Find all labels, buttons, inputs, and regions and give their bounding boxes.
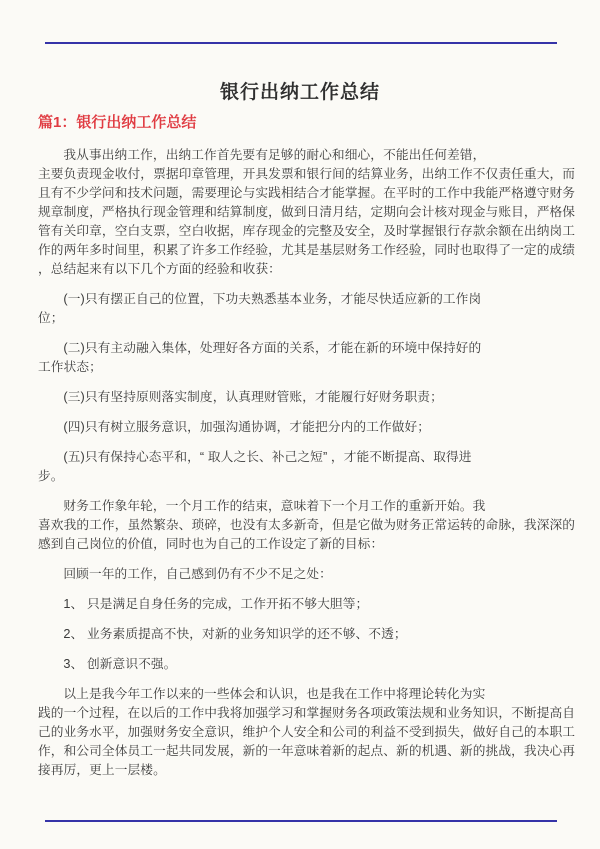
text-line: 管有关印章，空白支票，空白收据，库存现金的完整及安全，及时掌握银行存款余额在出纳岗工 (38, 224, 576, 238)
bottom-divider (45, 820, 557, 822)
text-line: 己的业务水平，加强财务安全意识，维护个人安全和公司的利益不受到损失，做好自己的本职工 (38, 725, 576, 739)
paragraph (38, 388, 562, 407)
text-line: 践的一个过程，在以后的工作中我将加强学习和掌握财务各项政策法规和业务知识，不断提高自 (38, 706, 576, 720)
paragraph (38, 497, 576, 554)
document-title: 银行出纳工作总结 (219, 82, 380, 103)
top-divider (45, 42, 557, 44)
text-line: 且有不少学问和技术问题，需要理论与实践相结合才能掌握。在平时的工作中我能严格遵守财务 (38, 186, 576, 200)
paragraph (38, 595, 562, 614)
text-line: (五)只有保持心态平和，“ 取人之长、补己之短” ，才能不断提高、取得进 (63, 450, 472, 464)
text-line: 主要负责现金收付，票据印章管理，开具发票和银行间的结算业务，出纳工作不仅责任重大，而 (38, 167, 576, 181)
text-line: 规章制度，严格执行现金管理和结算制度，做到日清月结，定期向会计核对现金与账目，严格保 (38, 205, 576, 219)
text-line: 我从事出纳工作，出纳工作首先要有足够的耐心和细心，不能出任何差错， (63, 148, 486, 162)
text-line: 工作状态； (38, 360, 102, 374)
paragraph (38, 565, 562, 584)
text-line: ，总结起来有以下几个方面的经验和收获： (38, 262, 281, 276)
paragraph (38, 290, 562, 328)
text-line: (三)只有坚持原则落实制度，认真理财管账，才能履行好财务职责； (63, 390, 443, 404)
paragraph (38, 339, 562, 377)
text-line: 作的两年多时间里，积累了许多工作经验，尤其是基层财务工作经验，同时也取得了一定的成绩 (38, 243, 576, 257)
text-line: 1、 只是满足自身任务的完成，工作开拓不够大胆等； (63, 597, 369, 611)
paragraph (38, 418, 562, 437)
text-line: 3、 创新意识不强。 (63, 657, 177, 671)
paragraph (38, 625, 562, 644)
text-line: (一)只有摆正自己的位置，下功夫熟悉基本业务，才能尽快适应新的工作岗 (63, 292, 482, 306)
paragraph (38, 448, 562, 486)
paragraph (38, 146, 576, 279)
text-line: 感到自己岗位的价值，同时也为自己的工作设定了新的目标： (38, 537, 384, 551)
text-line: 作，和公司全体员工一起共同发展，新的一年意味着新的起点、新的机遇、新的挑战，我决心再 (38, 744, 576, 758)
text-line: 接再厉，更上一层楼。 (38, 763, 166, 777)
document-body (38, 146, 576, 780)
text-line: 财务工作象年轮，一个月工作的结束，意味着下一个月工作的重新开始。我 (63, 499, 486, 513)
text-line: 回顾一年的工作，自己感到仍有不少不足之处： (63, 567, 332, 581)
text-line: (二)只有主动融入集体，处理好各方面的关系，才能在新的环境中保持好的 (63, 341, 482, 355)
text-line: 2、 业务素质提高不快，对新的业务知识学的还不够、不透； (63, 627, 407, 641)
paragraph (38, 655, 562, 674)
text-line: 喜欢我的工作，虽然繁杂、琐碎，也没有太多新奇，但是它做为财务正常运转的命脉，我深深的 (38, 518, 576, 532)
text-line: (四)只有树立服务意识，加强沟通协调，才能把分内的工作做好； (63, 420, 431, 434)
section-heading: 篇1：银行出纳工作总结 (38, 114, 197, 131)
text-line: 步。 (38, 469, 64, 483)
text-line: 以上是我今年工作以来的一些体会和认识，也是我在工作中将理论转化为实 (63, 687, 486, 701)
text-line: 位； (38, 311, 64, 325)
paragraph (38, 685, 576, 780)
